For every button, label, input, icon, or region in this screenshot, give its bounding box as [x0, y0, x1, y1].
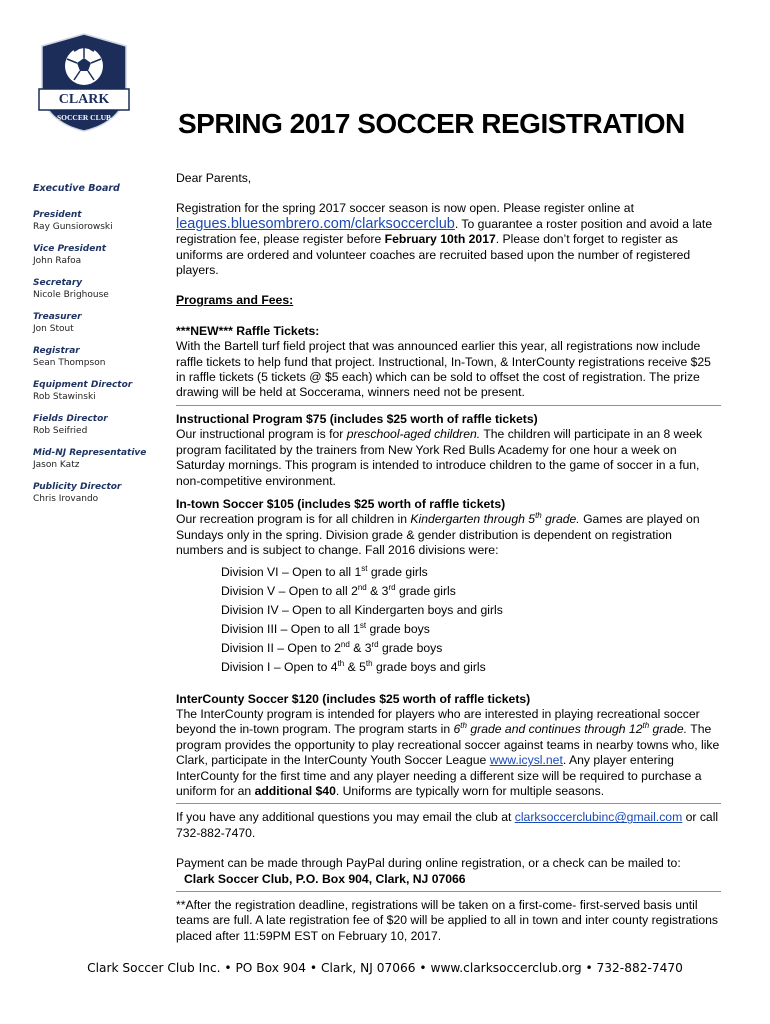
list-item: Division V – Open to all 2nd & 3rd grade girls: [221, 582, 456, 598]
intown-grades: [410, 512, 579, 526]
board-member: [33, 243, 168, 267]
questions-text: [176, 810, 721, 841]
member-name: Chris Irovando: [33, 494, 99, 504]
member-name: Nicole Brighouse: [33, 290, 109, 300]
intown-text: [176, 512, 721, 558]
member-role: Treasurer: [33, 312, 82, 322]
intro-text-c: . Please don’t forget to register as uniforms are ordered and volunteer coaches are recruited based upon the number of registered players.: [176, 232, 691, 278]
instructional-text-a: Our instructional program is for: [176, 427, 347, 442]
intercounty-text: [176, 707, 721, 799]
intown-text-a: Our recreation program is for all children in: [176, 512, 411, 527]
intown-heading: In-town Soccer $105 (includes $25 worth of raffle tickets): [176, 496, 506, 511]
board-member: [33, 379, 168, 403]
instructional-heading: Instructional Program $75 (includes $25 worth of raffle tickets): [176, 411, 538, 426]
late-registration-note: **After the registration deadline, registrations will be taken on a first-come- first-served basis until teams are full. A late registration fee of $20 will be applied to all in town and inter county registrations placed after 11:59PM EST on February 10, 2017.: [176, 898, 718, 943]
greeting: Dear Parents,: [176, 171, 252, 185]
ic-grades: 6th grade and continues through 12th grade.: [453, 721, 688, 737]
list-item: Division III – Open to all 1st grade boys: [221, 620, 430, 636]
member-name: Sean Thompson: [33, 358, 106, 368]
member-name: Rob Stawinski: [33, 392, 96, 402]
raffle-text: With the Bartell turf field project that was announced earlier this year, all registrations now include raffle tickets to help fund that project. Instructional, In-Town, & InterCounty registrations receive $25 in raffle tickets (5 tickets @ $5 each) which can be sold to offset the cost of registration. The prize drawing will be held at Soccerama, winners need not be present.: [176, 339, 711, 400]
intown-grades-a: Kindergarten through 5: [410, 512, 536, 527]
member-name: Jon Stout: [33, 324, 74, 334]
board-member: [33, 447, 168, 471]
member-name: John Rafoa: [33, 256, 82, 266]
page-footer: Clark Soccer Club Inc. • PO Box 904 • Clark, NJ 07066 • www.clarksoccerclub.org • 732-882-7470: [87, 961, 683, 975]
member-role: Equipment Director: [33, 380, 133, 390]
member-role: Publicity Director: [33, 482, 122, 492]
mailing-address: Clark Soccer Club, P.O. Box 904, Clark, NJ 07066: [184, 871, 466, 886]
board-member: [33, 345, 168, 369]
list-item: Division II – Open to 2nd & 3rd grade boys: [221, 639, 443, 655]
deadline-date: February 10th 2017: [384, 232, 496, 247]
registration-link[interactable]: leagues.bluesombrero.com/clarksoccerclub: [176, 215, 455, 232]
divider: [176, 405, 721, 406]
list-item: Division I – Open to 4th & 5th grade boys and girls: [221, 658, 486, 674]
member-role: Mid-NJ Representative: [33, 448, 147, 458]
member-role: Vice President: [33, 244, 107, 254]
logo-text-clark: CLARK: [58, 92, 110, 107]
list-item: Division VI – Open to all 1st grade girls: [221, 563, 428, 579]
instructional-text: [176, 427, 721, 489]
programs-heading: Programs and Fees:: [176, 293, 294, 308]
member-role: Secretary: [33, 278, 83, 288]
ic-text-d: . Uniforms are typically worn for multiple seasons.: [335, 783, 605, 798]
page-title: SPRING 2017 SOCCER REGISTRATION: [178, 108, 685, 139]
questions-text-b: or call 732-882-7470.: [176, 810, 719, 840]
executive-board-heading: Executive Board: [33, 183, 120, 194]
intown-grades-b: grade.: [541, 512, 580, 527]
intro-text: Registration for the spring 2017 soccer season is now open. Please register online at: [176, 201, 634, 216]
questions-text-a: If you have any additional questions you may email the club at: [176, 810, 515, 825]
raffle-heading: ***NEW*** Raffle Tickets:: [176, 323, 320, 338]
ic-text-a: The InterCounty program is intended for players who are interested in playing recreational soccer beyond the in-town program. The program starts in: [176, 706, 700, 737]
executive-board-sidebar: [33, 183, 168, 515]
board-member: [33, 481, 168, 505]
divider: [176, 891, 721, 892]
member-name: Jason Katz: [33, 460, 80, 470]
board-member: [33, 311, 168, 335]
instructional-text-b: The children will participate in an 8 week program facilitated by the trainers from New York Red Bulls Academy for one hour a week on Saturday mornings. This program is intended to introduce children to the game of soccer in a fun, non-competitive environment.: [176, 427, 703, 488]
intown-grades-sup: th: [535, 511, 542, 521]
ic-text-b: The program provides the opportunity to play recreational soccer against teams in nearby towns who, like Clark, participate in the InterCounty Youth Soccer League: [176, 722, 720, 768]
board-member: [33, 277, 168, 301]
board-member: [33, 209, 168, 233]
intro-text-b: . To guarantee a roster position and avoid a late registration fee, please register before: [176, 216, 713, 247]
list-item: Division IV – Open to all Kindergarten boys and girls: [221, 602, 503, 617]
member-name: Ray Gunsiorowski: [33, 222, 113, 232]
intro-paragraph: [176, 201, 721, 278]
logo-text-soccer-club: SOCCER CLUB: [57, 113, 111, 122]
divider: [176, 803, 721, 804]
division-list: [176, 563, 721, 677]
email-link[interactable]: clarksoccerclubinc@gmail.com: [514, 810, 683, 825]
club-logo: [34, 32, 134, 132]
intercounty-heading: InterCounty Soccer $120 (includes $25 worth of raffle tickets): [176, 691, 531, 706]
intown-text-b: Games are played on Sundays only in the spring. Division grade & gender distribution is dependent on registration numbers and is subject to change. Fall 2016 divisions were:: [176, 512, 700, 558]
member-role: Registrar: [33, 346, 80, 356]
ic-text-c: . Any player entering InterCounty for the first time and any player needing a different size will be required to purchase a uniform for an: [176, 753, 702, 798]
icysl-link[interactable]: www.icysl.net: [489, 753, 563, 768]
member-name: Rob Seifried: [33, 426, 88, 436]
instructional-age: preschool-aged children.: [346, 427, 481, 442]
member-role: President: [33, 210, 82, 220]
payment-text: Payment can be made through PayPal during online registration, or a check can be mailed to:: [176, 856, 681, 871]
uniform-fee: additional $40: [254, 783, 336, 798]
letter-body: [176, 171, 721, 944]
member-role: Fields Director: [33, 414, 108, 424]
board-member: [33, 413, 168, 437]
